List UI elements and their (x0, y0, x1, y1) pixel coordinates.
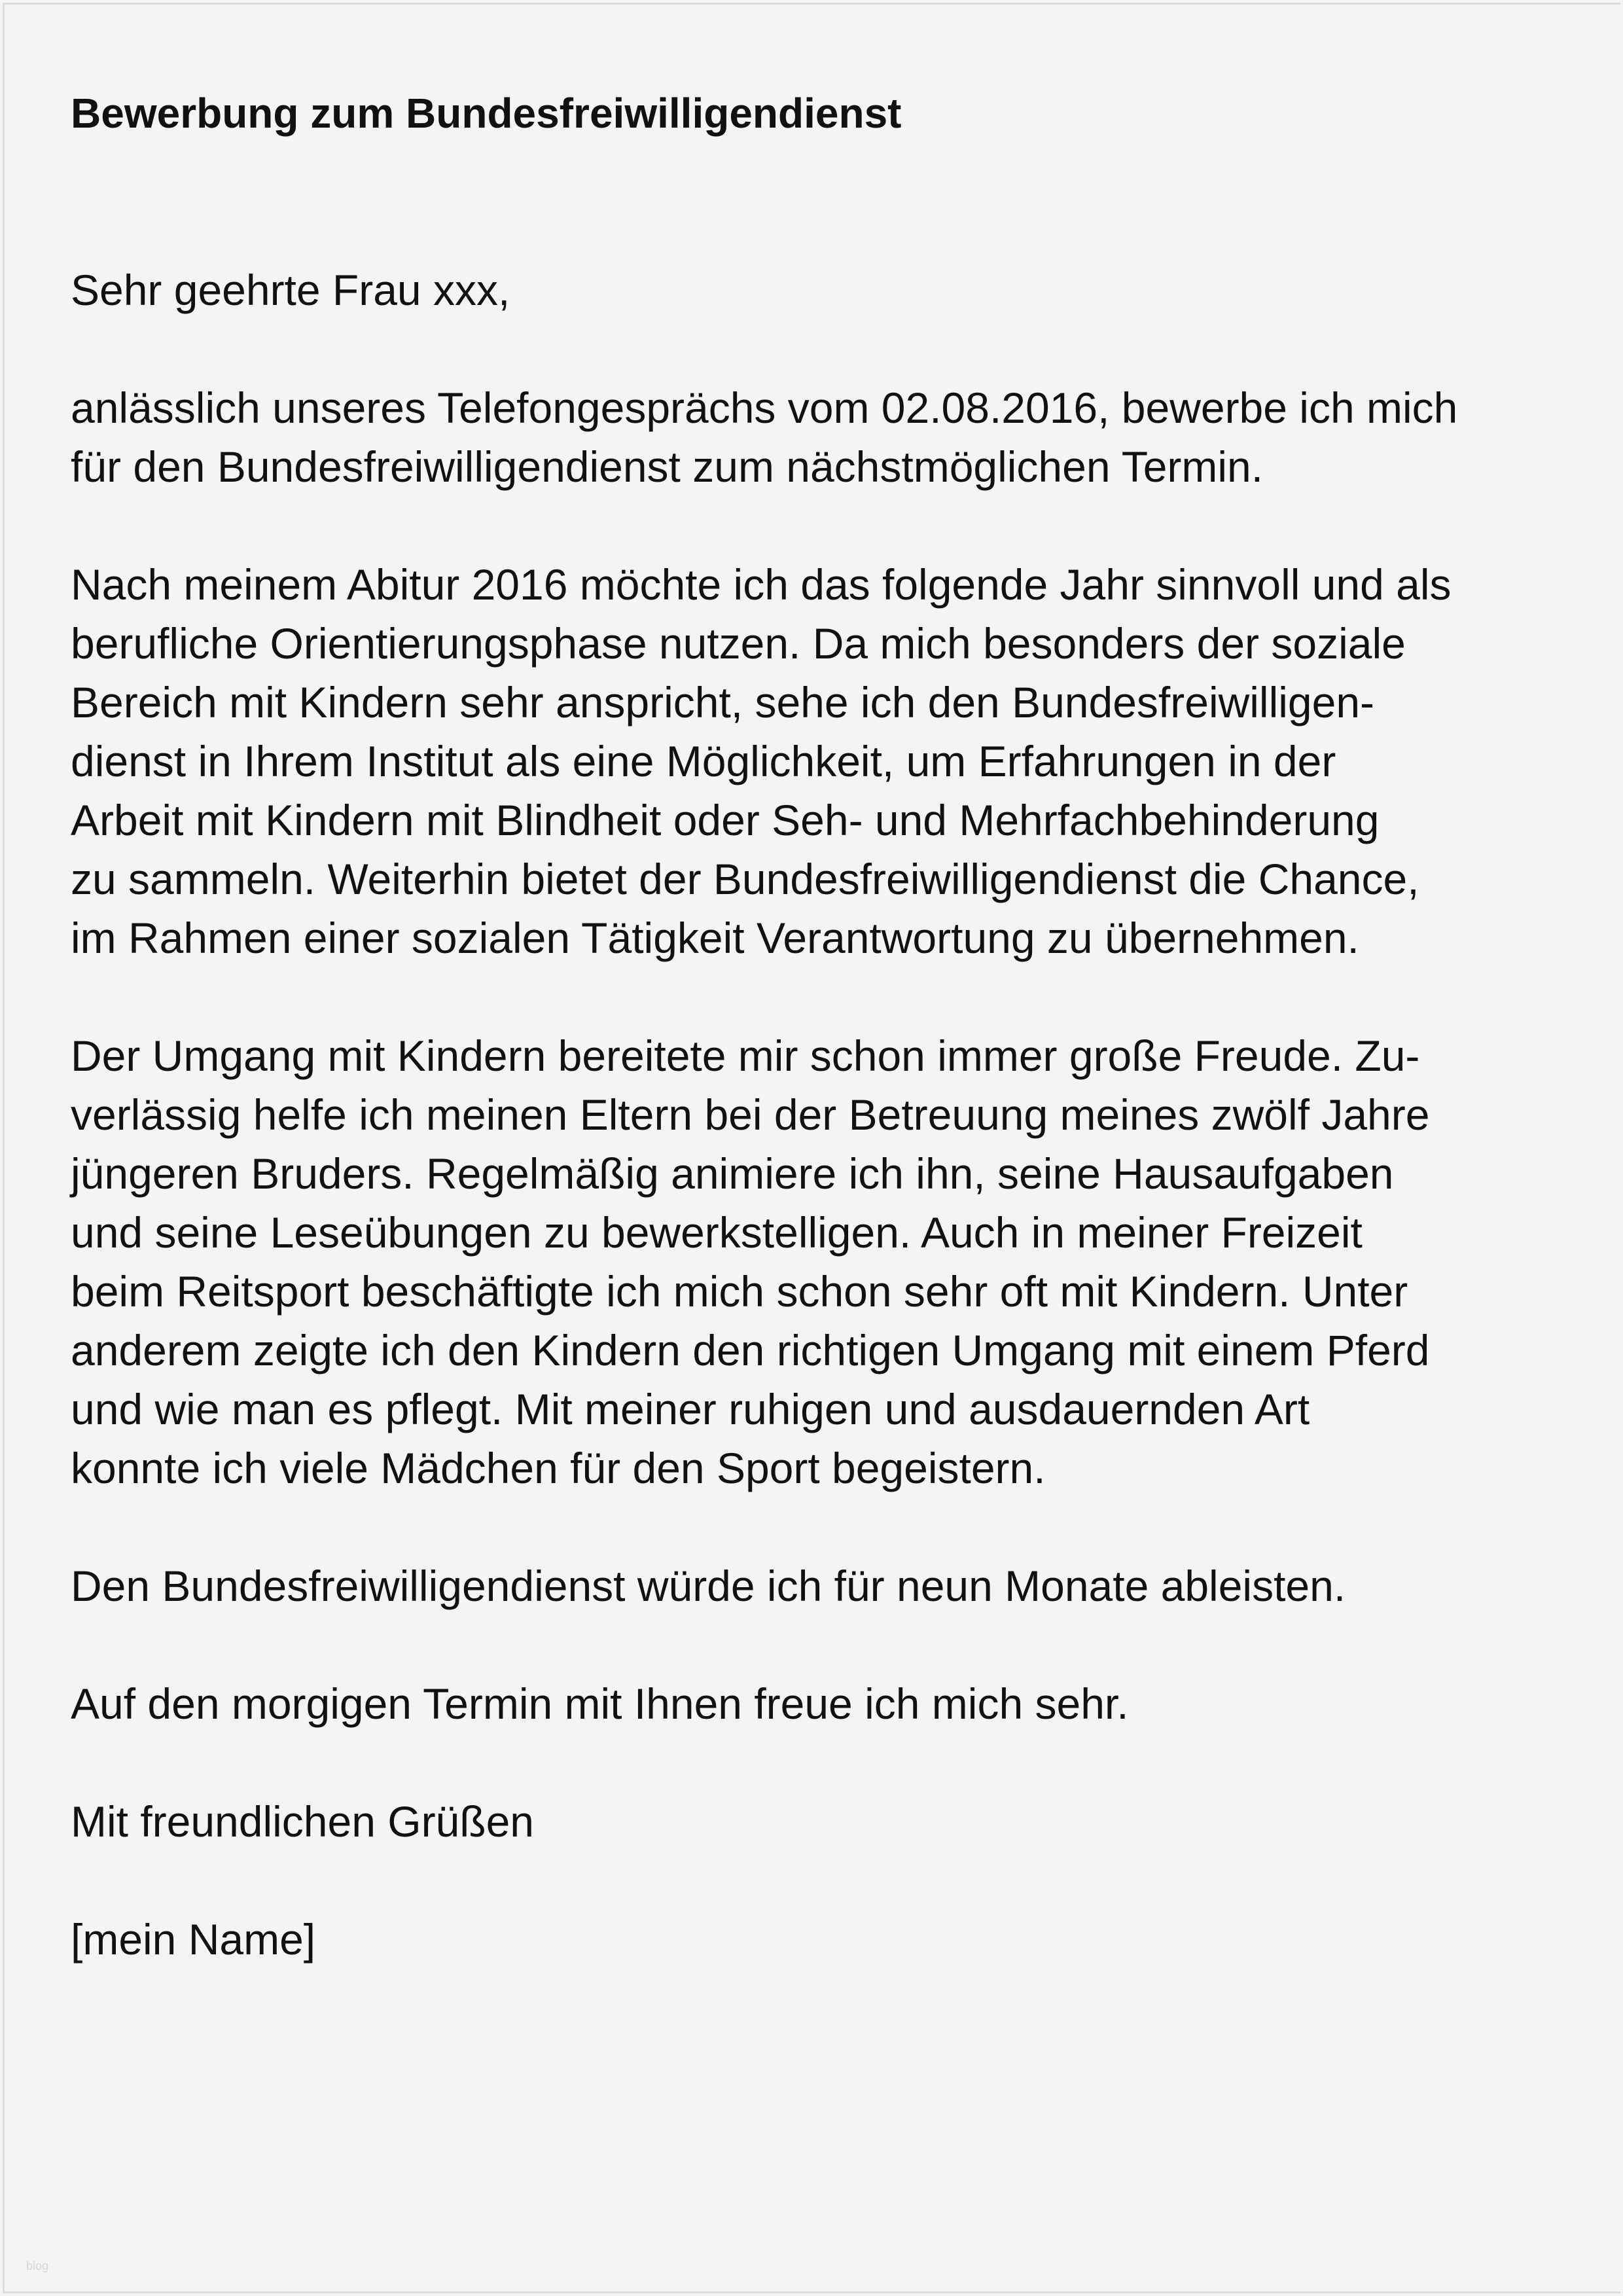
text-line: für den Bundesfreiwilligendienst zum nächstmöglichen Termin. (71, 442, 1264, 491)
watermark: blog (26, 2259, 49, 2272)
text-line: zu sammeln. Weiterhin bietet der Bundesfreiwilligendienst die Chance, (71, 855, 1419, 903)
text-line: Nach meinem Abitur 2016 möchte ich das folgende Jahr sinnvoll und als (71, 560, 1452, 609)
paragraph-appointment (71, 1674, 1576, 1733)
paragraph-motivation (71, 555, 1576, 967)
text-line: anderem zeigte ich den Kindern den richtigen Umgang mit einem Pferd (71, 1326, 1430, 1374)
text-line: beim Reitsport beschäftigte ich mich schon sehr oft mit Kindern. Unter (71, 1267, 1408, 1316)
text-line: Arbeit mit Kindern mit Blindheit oder Seh- und Mehrfachbehinderung (71, 796, 1380, 844)
text-line: und wie man es pflegt. Mit meiner ruhigen und ausdauernden Art (71, 1385, 1310, 1433)
text-line: und seine Leseübungen zu bewerkstelligen. Auch in meiner Freizeit (71, 1208, 1363, 1257)
paragraph-duration (71, 1556, 1576, 1615)
text-line: konnte ich viele Mädchen für den Sport begeistern. (71, 1444, 1046, 1492)
text-line: Bereich mit Kindern sehr anspricht, sehe ich den Bundesfreiwilligen- (71, 678, 1375, 726)
text-line: verlässig helfe ich meinen Eltern bei der Betreuung meines zwölf Jahre (71, 1090, 1430, 1139)
salutation: Sehr geehrte Frau xxx, (71, 266, 510, 314)
text-line: im Rahmen einer sozialen Tätigkeit Verantwortung zu übernehmen. (71, 914, 1359, 962)
text-line: jüngeren Bruders. Regelmäßig animiere ich ihn, seine Hausaufgaben (71, 1149, 1394, 1198)
text-line: Der Umgang mit Kindern bereitete mir schon immer große Freude. Zu- (71, 1031, 1420, 1080)
text-line: anlässlich unseres Telefongesprächs vom 02.08.2016, bewerbe ich mich (71, 384, 1458, 432)
signature: [mein Name] (71, 1915, 316, 1964)
paragraph-experience (71, 1026, 1576, 1498)
paragraph-intro (71, 378, 1576, 496)
text-line: berufliche Orientierungsphase nutzen. Da mich besonders der soziale (71, 619, 1406, 668)
text-line: dienst in Ihrem Institut als eine Möglichkeit, um Erfahrungen in der (71, 737, 1336, 785)
text-line: Auf den morgigen Termin mit Ihnen freue ich mich sehr. (71, 1679, 1129, 1728)
letter (71, 84, 1576, 1969)
closing: Mit freundlichen Grüßen (71, 1797, 534, 1846)
text-line: Den Bundesfreiwilligendienst würde ich für neun Monate ableisten. (71, 1562, 1346, 1610)
letter-title: Bewerbung zum Bundesfreiwilligendienst (71, 90, 902, 137)
